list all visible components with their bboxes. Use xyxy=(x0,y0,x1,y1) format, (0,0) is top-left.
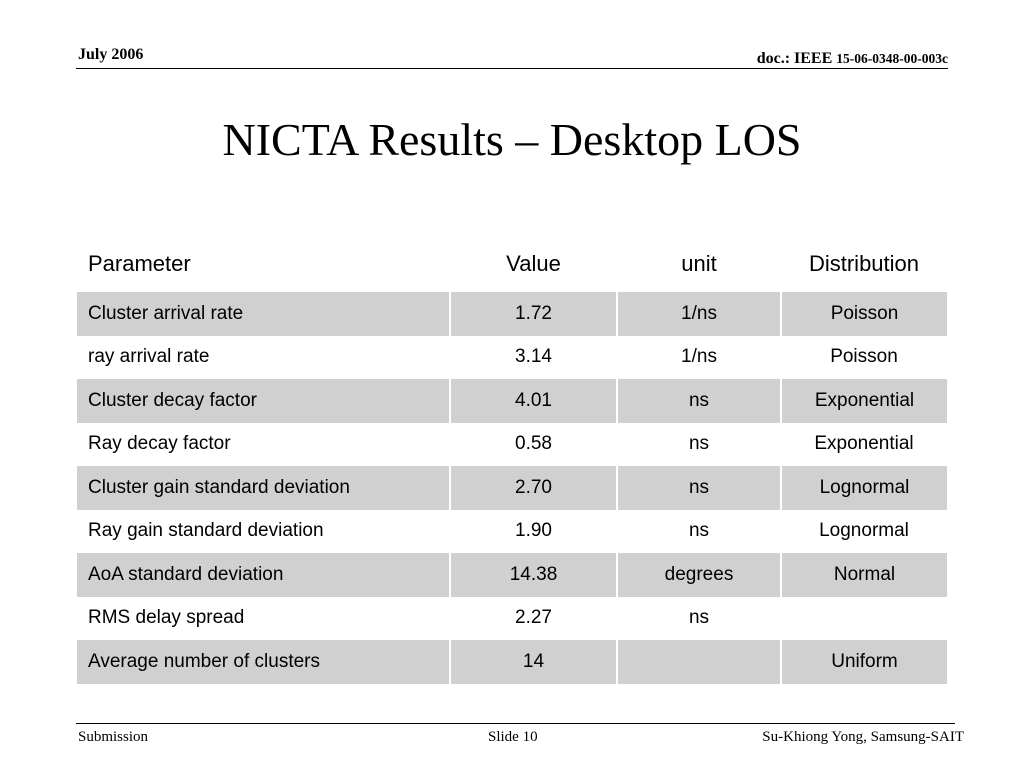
cell-parameter: Cluster arrival rate xyxy=(77,292,450,336)
cell-unit: ns xyxy=(617,379,781,423)
cell-parameter: Average number of clusters xyxy=(77,640,450,684)
header-doc-number: 15-06-0348-00-003c xyxy=(836,51,948,66)
column-header-value: Value xyxy=(506,250,561,276)
cell-parameter: Cluster gain standard deviation xyxy=(77,466,450,510)
footer-divider xyxy=(76,723,955,724)
cell-distribution: Lognormal xyxy=(781,466,947,510)
header-doc-id xyxy=(757,50,948,68)
footer-author: Su-Khiong Yong, Samsung-SAIT xyxy=(762,729,964,745)
cell-value: 1.90 xyxy=(515,520,552,542)
footer-slide-number: Slide 10 xyxy=(488,729,538,745)
cell-distribution xyxy=(781,597,947,641)
header-doc-prefix: doc.: IEEE xyxy=(756,50,837,67)
cell-parameter: Ray decay factor xyxy=(88,433,231,455)
header-date: July 2006 xyxy=(78,46,144,63)
slide-title: NICTA Results – Desktop LOS xyxy=(222,114,802,165)
cell-distribution: Exponential xyxy=(814,433,914,455)
cell-parameter: Cluster decay factor xyxy=(77,379,450,423)
cell-value: 2.70 xyxy=(450,466,617,510)
column-header-parameter: Parameter xyxy=(88,250,191,276)
table-row xyxy=(77,423,947,467)
cell-parameter: RMS delay spread xyxy=(88,607,245,629)
cell-unit: 1/ns xyxy=(681,346,717,368)
results-table xyxy=(77,235,947,684)
cell-value: 1.72 xyxy=(450,292,617,336)
cell-value: 4.01 xyxy=(450,379,617,423)
cell-parameter: ray arrival rate xyxy=(88,346,210,368)
cell-value: 14 xyxy=(450,640,617,684)
table-row xyxy=(77,466,947,510)
cell-parameter: AoA standard deviation xyxy=(77,553,450,597)
cell-distribution: Poisson xyxy=(830,346,898,368)
cell-distribution: Uniform xyxy=(781,640,947,684)
table-row xyxy=(77,292,947,336)
cell-unit: ns xyxy=(688,607,710,629)
cell-value: 3.14 xyxy=(515,346,552,368)
cell-distribution: Poisson xyxy=(781,292,947,336)
table-row xyxy=(77,640,947,684)
cell-distribution: Normal xyxy=(781,553,947,597)
cell-value: 2.27 xyxy=(515,607,552,629)
table-row xyxy=(77,336,947,380)
cell-unit: ns xyxy=(688,433,710,455)
cell-distribution: Exponential xyxy=(781,379,947,423)
table-row xyxy=(77,553,947,597)
cell-value: 0.58 xyxy=(515,433,552,455)
table-row xyxy=(77,510,947,554)
table-row xyxy=(77,597,947,641)
cell-unit: ns xyxy=(617,466,781,510)
cell-value: 14.38 xyxy=(450,553,617,597)
cell-unit xyxy=(617,640,781,684)
column-header-unit: unit xyxy=(681,250,717,276)
table-header-row xyxy=(77,235,947,292)
cell-unit: 1/ns xyxy=(617,292,781,336)
cell-distribution: Lognormal xyxy=(819,520,909,542)
table-row xyxy=(77,379,947,423)
header-divider xyxy=(76,68,948,69)
cell-unit: degrees xyxy=(617,553,781,597)
cell-parameter: Ray gain standard deviation xyxy=(88,520,324,542)
column-header-distribution: Distribution xyxy=(808,250,920,276)
cell-unit: ns xyxy=(688,520,710,542)
footer-submission: Submission xyxy=(78,729,149,745)
